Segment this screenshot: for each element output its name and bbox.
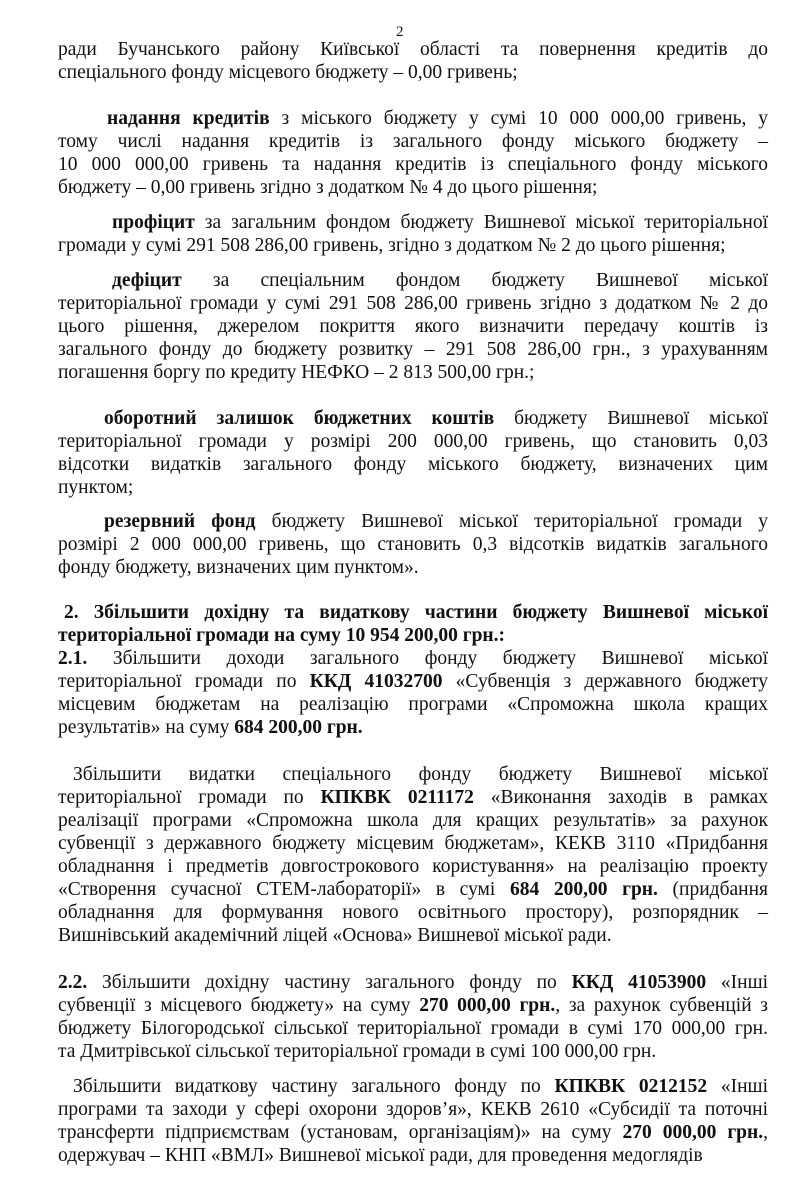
text-run: , за рахунок субвенцій з bbox=[555, 995, 769, 1016]
text-run: Збільшити доходи загального фонду бюджету Вишневої міської bbox=[87, 648, 768, 669]
text-run: субвенції з місцевого бюджету» на суму bbox=[58, 995, 420, 1016]
text-run: субвенції з державного бюджету місцевим бюджетам», КЕКВ 3110 «Придбання bbox=[58, 833, 768, 854]
text-line bbox=[58, 38, 768, 61]
text-line bbox=[58, 901, 768, 924]
text-run: ради Бучанського району Київської області та повернення кредитів до bbox=[58, 39, 768, 60]
text-line bbox=[58, 430, 768, 453]
bold-text: 684 200,00 грн. bbox=[234, 717, 363, 738]
text-line bbox=[58, 1144, 768, 1167]
text-run: Вишнівський академічний ліцей «Основа» Вишневої міської ради. bbox=[58, 925, 612, 946]
text-run: територіальної громади у сумі 291 508 286,00 гривень згідно з додатком № 2 до bbox=[58, 293, 768, 314]
bold-text: 270 000,00 грн. bbox=[622, 1122, 764, 1143]
text-run: загального фонду до бюджету розвитку – 291 508 286,00 грн., з урахуванням bbox=[58, 339, 768, 360]
text-run: реалізації програми «Спроможна школа для кращих результатів» за рахунок bbox=[58, 810, 768, 831]
text-line bbox=[58, 647, 768, 670]
text-run: бюджету Вишневої міської bbox=[494, 408, 768, 429]
text-line bbox=[58, 234, 768, 257]
text-run: Збільшити видатки спеціального фонду бюджету Вишневої міської bbox=[73, 764, 768, 785]
text-line bbox=[73, 1075, 768, 1098]
text-run: територіальної громади у розмірі 200 000,00 гривень, що становить 0,03 bbox=[58, 431, 768, 452]
text-run: місцевим бюджетам на реалізацію програми «Спроможна школа кращих bbox=[58, 694, 768, 715]
text-run: Збільшити видаткову частину загального фонду по bbox=[73, 1076, 555, 1097]
bold-text: ККД 41032700 bbox=[309, 671, 443, 692]
text-line bbox=[58, 786, 768, 809]
page-number: 2 bbox=[396, 24, 404, 40]
text-line bbox=[58, 556, 768, 579]
bold-text: надання кредитів bbox=[107, 108, 270, 129]
text-line bbox=[58, 693, 768, 716]
bold-text: 2. Збільшити дохідну та видаткову частини бюджету Вишневої міської bbox=[64, 602, 768, 623]
text-run: бюджету Білогородської сільської територіальної громади в сумі 170 000,00 грн. bbox=[58, 1018, 768, 1039]
bold-text: профіцит bbox=[112, 212, 195, 233]
text-line bbox=[58, 361, 768, 384]
text-line bbox=[58, 1017, 768, 1040]
text-run: погашення боргу по кредиту НЕФКО – 2 813 500,00 грн.; bbox=[58, 362, 535, 383]
text-run: фонду бюджету, визначених цим пунктом». bbox=[58, 557, 419, 578]
text-run: «Створення сучасної СТЕМ-лабораторії» в сумі bbox=[58, 879, 510, 900]
text-line bbox=[58, 315, 768, 338]
text-run: (придбання bbox=[657, 879, 768, 900]
bold-text: резервний фонд bbox=[104, 511, 256, 532]
text-line bbox=[58, 878, 768, 901]
text-line bbox=[58, 292, 768, 315]
text-line bbox=[58, 1040, 768, 1063]
bold-text: 2.2. bbox=[58, 972, 88, 993]
text-line bbox=[58, 624, 768, 647]
text-line bbox=[58, 61, 768, 84]
text-run: територіальної громади по bbox=[58, 787, 321, 808]
text-line bbox=[58, 338, 768, 361]
text-run: обладнання для формування нового освітнього простору), розпорядник – bbox=[58, 902, 768, 923]
text-run: , bbox=[763, 1122, 768, 1143]
bold-text: 2.1. bbox=[58, 648, 88, 669]
text-run: цього рішення, джерелом покриття якого визначити передачу коштів із bbox=[58, 316, 768, 337]
text-run: бюджету – 0,00 гривень згідно з додатком № 4 до цього рішення; bbox=[58, 177, 598, 198]
bold-text: дефіцит bbox=[112, 270, 182, 291]
bold-text: КПКВК 0211172 bbox=[320, 787, 474, 808]
text-run: 10 000 000,00 гривень та надання кредитів із спеціального фонду міського bbox=[58, 154, 768, 175]
text-run: тому числі надання кредитів із загального фонду міського бюджету – bbox=[58, 131, 768, 152]
text-run: обладнання і предметів довгострокового користування» на реалізацію проекту bbox=[58, 856, 768, 877]
text-line bbox=[112, 211, 768, 234]
text-line bbox=[58, 809, 768, 832]
text-run: Збільшити дохідну частину загального фонду по bbox=[87, 972, 572, 993]
text-run: «Субвенція з державного бюджету bbox=[442, 671, 768, 692]
text-run: трансферти підприємствам (установам, організаціям)» на суму bbox=[58, 1122, 623, 1143]
text-line bbox=[58, 716, 768, 739]
text-line bbox=[58, 832, 768, 855]
text-line bbox=[58, 994, 768, 1017]
text-run: розмірі 2 000 000,00 гривень, що становить 0,3 відсотків видатків загального bbox=[58, 534, 768, 555]
bold-text: ККД 41053900 bbox=[571, 972, 707, 993]
text-line bbox=[58, 1121, 768, 1144]
text-run: «Виконання заходів в рамках bbox=[473, 787, 768, 808]
text-line bbox=[58, 153, 768, 176]
text-line bbox=[58, 476, 768, 499]
text-run: програми та заходи у сфері охорони здоров’я», КЕКВ 2610 «Субсидії та поточні bbox=[58, 1099, 768, 1120]
text-line bbox=[58, 924, 768, 947]
bold-text: 684 200,00 грн. bbox=[509, 879, 658, 900]
text-run: за спеціальним фондом бюджету Вишневої міської bbox=[181, 270, 768, 291]
text-line bbox=[58, 855, 768, 878]
text-line bbox=[104, 407, 768, 430]
text-run: з міського бюджету у сумі 10 000 000,00 гривень, у bbox=[269, 108, 768, 129]
text-run: за загальним фондом бюджету Вишневої міської територіальної bbox=[194, 212, 768, 233]
text-run: пунктом; bbox=[58, 477, 134, 498]
text-run: відсотки видатків загального фонду міського бюджету, визначених цим bbox=[58, 454, 768, 475]
text-line bbox=[64, 601, 768, 624]
bold-text: територіальної громади на суму 10 954 200,00 грн.: bbox=[58, 625, 506, 646]
bold-text: оборотний залишок бюджетних коштів bbox=[104, 408, 495, 429]
text-line bbox=[112, 269, 768, 292]
text-line bbox=[58, 1098, 768, 1121]
text-line bbox=[58, 971, 768, 994]
bold-text: 270 000,00 грн. bbox=[419, 995, 556, 1016]
text-run: бюджету Вишневої міської територіальної громади у bbox=[255, 511, 769, 532]
text-run: територіальної громади по bbox=[58, 671, 310, 692]
text-line bbox=[58, 176, 768, 199]
text-run: спеціального фонду місцевого бюджету – 0,00 гривень; bbox=[58, 62, 518, 83]
text-line bbox=[107, 107, 768, 130]
text-run: громади у сумі 291 508 286,00 гривень, згідно з додатком № 2 до цього рішення; bbox=[58, 235, 726, 256]
text-run: «Інші bbox=[706, 972, 768, 993]
text-line bbox=[58, 130, 768, 153]
text-line bbox=[58, 670, 768, 693]
text-run: результатів» на суму bbox=[58, 717, 235, 738]
text-run: та Дмитрівської сільської територіальної громади в сумі 100 000,00 грн. bbox=[58, 1041, 657, 1062]
text-run: «Інші bbox=[707, 1076, 768, 1097]
text-line bbox=[58, 453, 768, 476]
text-run: одержувач – КНП «ВМЛ» Вишневої міської ради, для проведення медоглядів bbox=[58, 1145, 703, 1166]
bold-text: КПКВК 0212152 bbox=[554, 1076, 708, 1097]
text-line bbox=[73, 763, 768, 786]
text-line bbox=[58, 533, 768, 556]
text-line bbox=[104, 510, 768, 533]
